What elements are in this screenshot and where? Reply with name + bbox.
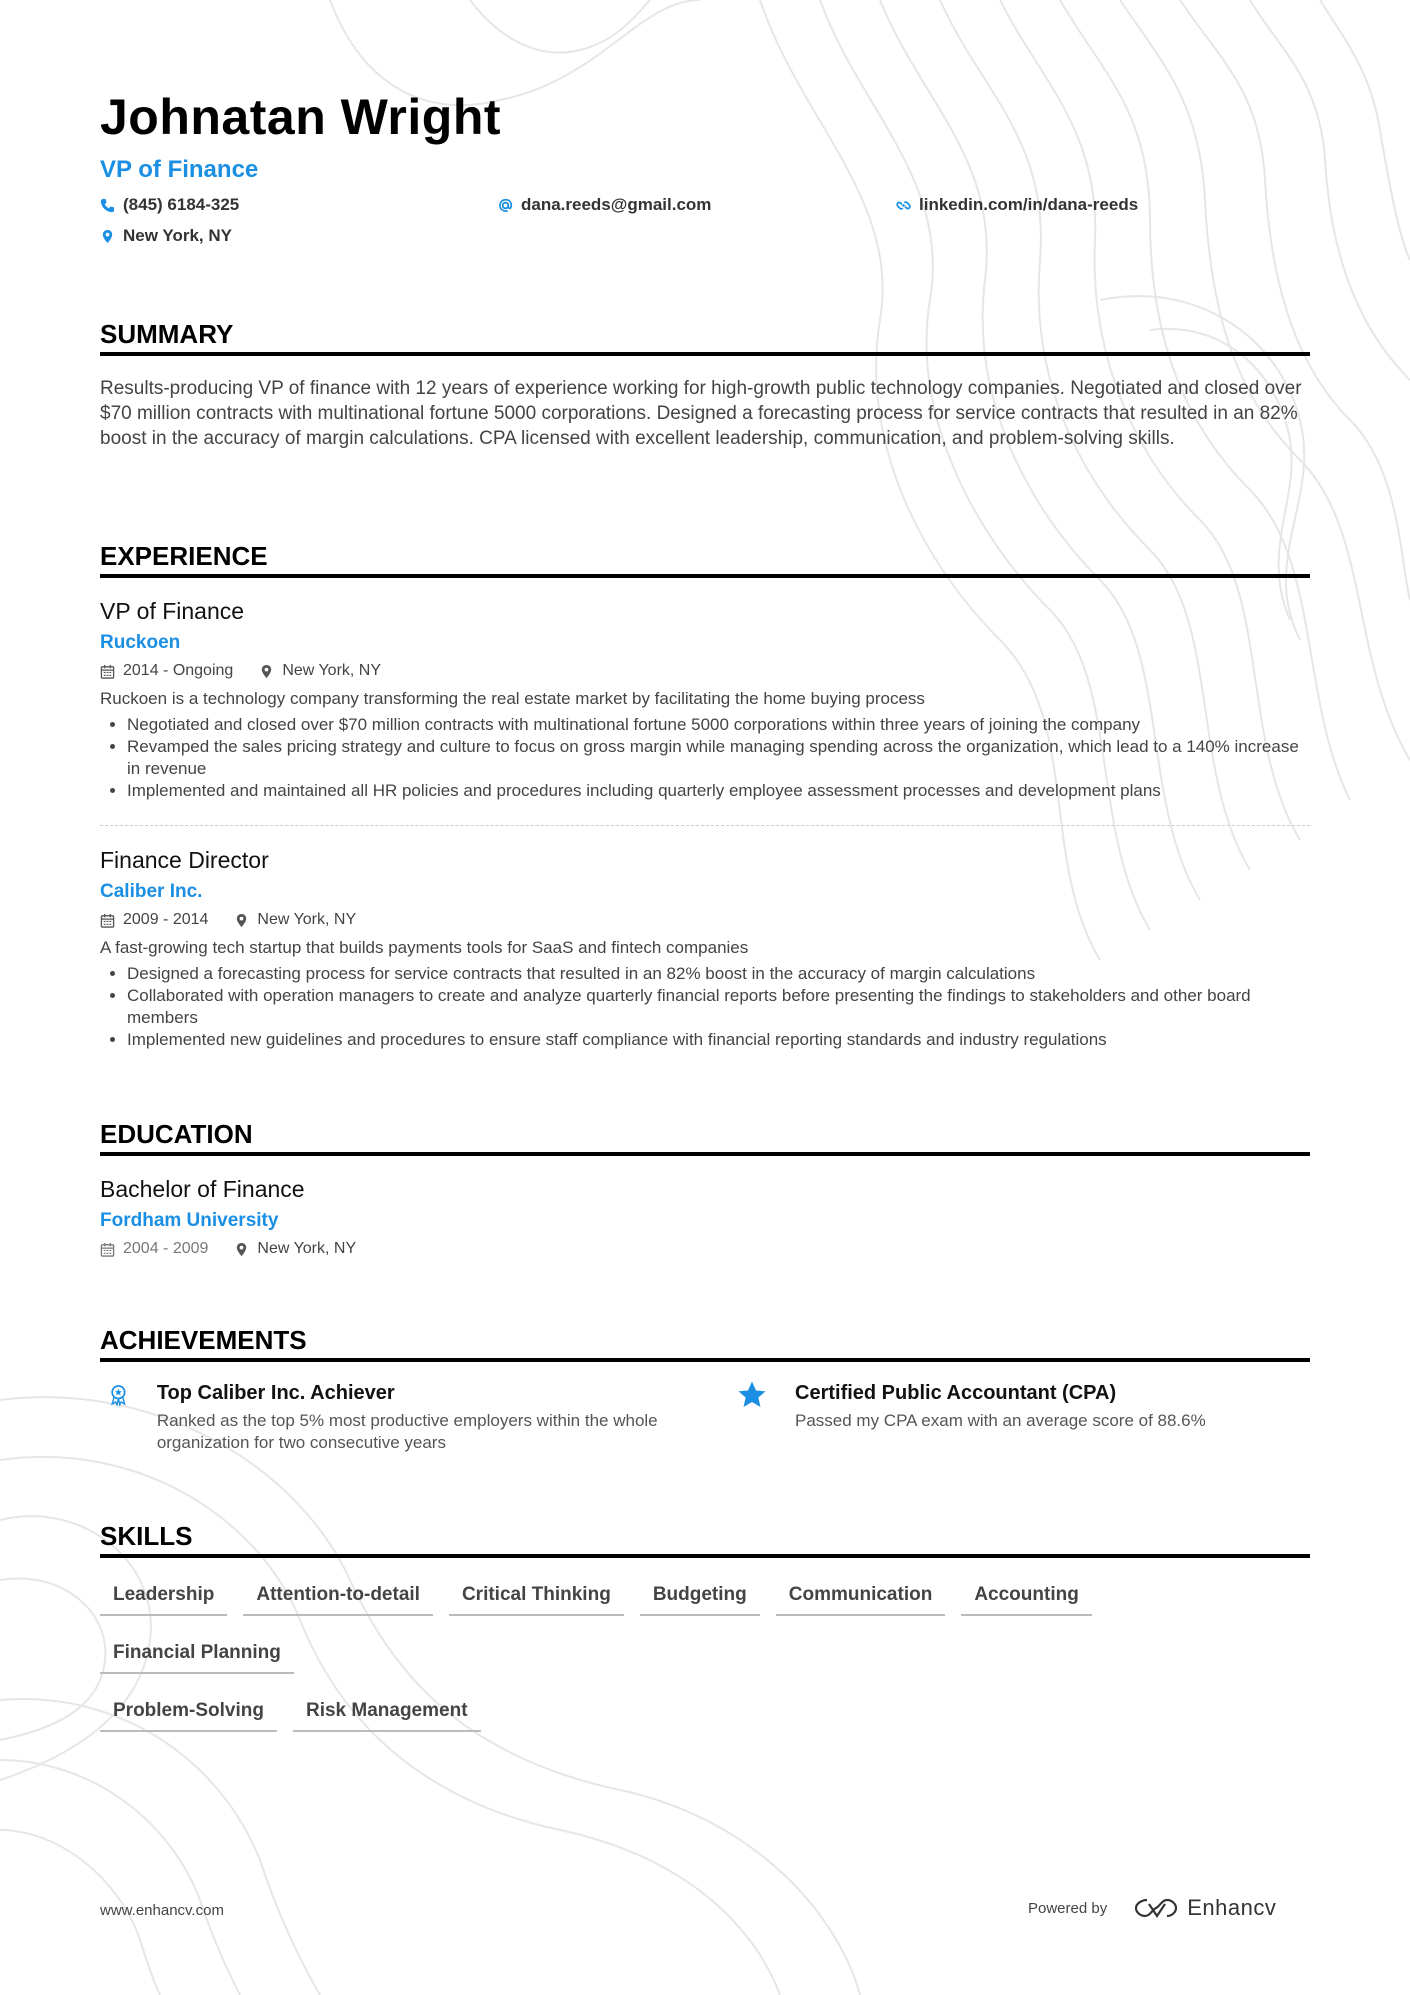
bullet-item: • Implemented new guidelines and procedures to ensure staff compliance with financial reporting standards and industry regulations (127, 1029, 1310, 1051)
summary-text: Results-producing VP of finance with 12 years of experience working for high-growth public technology companies. Negotiated and closed over $70 million contracts with multinational fortune 5000 corporations. Designed a forecasting process for service contracts that resulted in an 82% boost in the accuracy of margin calculations. CPA licensed with excellent leadership, communication, and problem-solving skills. (100, 378, 1302, 449)
location-pin-icon (234, 913, 249, 928)
email-text: dana.reeds@gmail.com (521, 195, 712, 214)
skill-tag: Accounting (961, 1578, 1092, 1616)
skill-tag: Communication (776, 1578, 946, 1616)
contact-phone[interactable] (100, 195, 239, 215)
location-pin-icon (234, 1242, 249, 1257)
phone-text: (845) 6184-325 (123, 195, 240, 214)
footer-branding[interactable] (1028, 1895, 1276, 1921)
phone-icon (100, 198, 115, 213)
experience-heading: EXPERIENCE (100, 541, 1310, 578)
contact-location (100, 226, 232, 246)
powered-by-label: Powered by (1028, 1899, 1108, 1917)
contact-linkedin[interactable] (896, 195, 1138, 215)
calendar-icon (100, 1242, 115, 1257)
achievement-title: Certified Public Accountant (CPA) (795, 1382, 1117, 1404)
footer-website[interactable]: www.enhancv.com (100, 1902, 224, 1919)
achievement-item (108, 1380, 708, 1454)
linkedin-text: linkedin.com/in/dana-reeds (919, 195, 1139, 214)
calendar-icon (100, 664, 115, 679)
job-location (234, 909, 356, 931)
candidate-name: Johnatan Wright (100, 89, 502, 145)
school-name[interactable]: Fordham University (100, 1210, 279, 1231)
achievement-content (157, 1380, 708, 1454)
skill-tag: Problem-Solving (100, 1694, 277, 1732)
link-icon (896, 198, 911, 213)
achievement-item (737, 1380, 1310, 1432)
bullet-item: • Implemented and maintained all HR policies and procedures including quarterly employee assessment processes and development plans (127, 780, 1310, 802)
skills-list (100, 1578, 1310, 1752)
company-description: Ruckoen is a technology company transforming the real estate market by facilitating the home buying process (100, 689, 925, 708)
education-location (234, 1238, 356, 1260)
degree-title: Bachelor of Finance (100, 1176, 305, 1202)
company-name[interactable]: Ruckoen (100, 632, 181, 653)
enhancv-logo-icon (1133, 1896, 1179, 1920)
job-title: VP of Finance (100, 598, 245, 624)
education-dates (100, 1238, 208, 1260)
job-meta (100, 660, 1310, 682)
job-dates-text: 2014 - Ongoing (123, 662, 234, 679)
skill-tag: Attention-to-detail (243, 1578, 433, 1616)
job-location (259, 660, 381, 682)
skill-tag: Risk Management (293, 1694, 481, 1732)
location-pin-icon (100, 229, 115, 244)
education-location-text: New York, NY (257, 1240, 357, 1257)
location-text: New York, NY (123, 226, 232, 245)
job-dates (100, 660, 233, 682)
bullet-item: • Revamped the sales pricing strategy and culture to focus on gross margin while managing spending across the organization, which lead to a 140% increase in revenue (127, 736, 1310, 780)
achievement-title: Top Caliber Inc. Achiever (156, 1382, 395, 1404)
company-description: A fast-growing tech startup that builds payments tools for SaaS and fintech companies (100, 938, 749, 957)
experience-entry (100, 596, 1310, 802)
skill-tag: Financial Planning (100, 1636, 294, 1674)
achievements-heading: ACHIEVEMENTS (100, 1325, 1310, 1362)
achievement-content (795, 1380, 1206, 1432)
job-bullets (100, 963, 1310, 1051)
achievement-description: Ranked as the top 5% most productive employers within the whole organization for two consecutive years (156, 1411, 658, 1452)
skill-tag: Leadership (100, 1578, 227, 1616)
company-name[interactable]: Caliber Inc. (100, 881, 203, 902)
candidate-role: VP of Finance (100, 156, 259, 183)
summary-heading: SUMMARY (100, 319, 1310, 356)
education-dates-text: 2004 - 2009 (123, 1240, 209, 1257)
job-location-text: New York, NY (282, 662, 382, 679)
achievement-description: Passed my CPA exam with an average score of 88.6% (795, 1411, 1206, 1430)
skill-tag: Budgeting (640, 1578, 760, 1616)
calendar-icon (100, 913, 115, 928)
brand-name: Enhancv (1187, 1895, 1277, 1920)
job-dates-text: 2009 - 2014 (123, 911, 209, 928)
award-ribbon-icon (108, 1380, 129, 1410)
job-bullets (100, 714, 1310, 802)
education-meta (100, 1238, 1310, 1260)
job-location-text: New York, NY (257, 911, 357, 928)
skills-heading: SKILLS (100, 1521, 1310, 1558)
job-meta (100, 909, 1310, 931)
education-heading: EDUCATION (100, 1119, 1310, 1156)
star-icon (737, 1380, 767, 1410)
experience-entry (100, 845, 1310, 1051)
entry-divider (100, 825, 1310, 826)
at-icon (498, 198, 513, 213)
bullet-item: • Collaborated with operation managers to create and analyze quarterly financial reports before presenting the findings to stakeholders and other board members (127, 985, 1310, 1029)
job-dates (100, 909, 208, 931)
location-pin-icon (259, 664, 274, 679)
contact-email[interactable] (498, 195, 711, 215)
job-title: Finance Director (100, 847, 269, 873)
bullet-item: • Designed a forecasting process for service contracts that resulted in an 82% boost in the accuracy of margin calculations (127, 963, 1310, 985)
education-entry (100, 1174, 1310, 1260)
skill-tag: Critical Thinking (449, 1578, 624, 1616)
bullet-item: • Negotiated and closed over $70 million contracts with multinational fortune 5000 corporations within three years of joining the company (127, 714, 1310, 736)
